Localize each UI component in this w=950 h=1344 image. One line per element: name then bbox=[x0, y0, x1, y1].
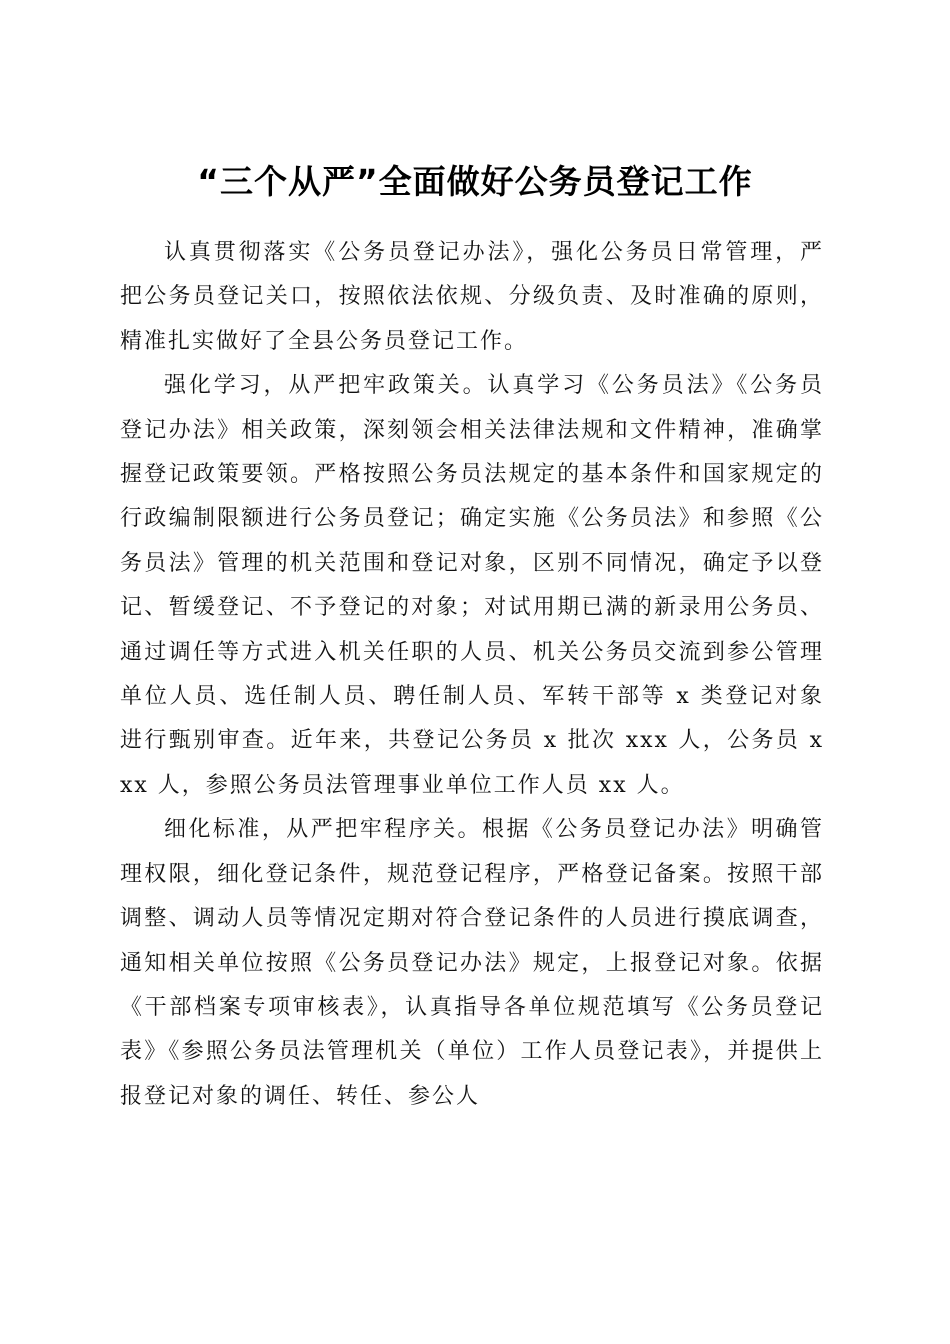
paragraph-study-policy: 强化学习，从严把牢政策关。认真学习《公务员法》《公务员登记办法》相关政策，深刻领会相关法律法规和文件精神，准确掌握登记政策要领。严格按照公务员法规定的基本条件和国家规定的行政编制限额进行公务员登记；确定实施《公务员法》和参照《公务员法》管理的机关范围和登记对象，区别不同情况，确定予以登记、暂缓登记、不予登记的对象；对试用期已满的新录用公务员、通过调任等方式进入机关任职的人员、机关公务员交流到参公管理单位人员、选任制人员、聘任制人员、军转干部等 x 类登记对象进行甄别审查。近年来，共登记公务员 x 批次 xxx 人，公务员 xxx 人，参照公务员法管理事业单位工作人员 xx 人。 bbox=[120, 373, 824, 798]
paragraph-intro: 认真贯彻落实《公务员登记办法》，强化公务员日常管理，严把公务员登记关口，按照依法依规、分级负责、及时准确的原则，精准扎实做好了全县公务员登记工作。 bbox=[120, 240, 824, 354]
document-body bbox=[120, 231, 824, 1119]
document-title: “三个从严”全面做好公务员登记工作 bbox=[197, 162, 753, 202]
paragraph-procedure: 细化标准，从严把牢程序关。根据《公务员登记办法》明确管理权限，细化登记条件，规范登记程序，严格登记备案。按照干部调整、调动人员等情况定期对符合登记条件的人员进行摸底调查，通知相关单位按照《公务员登记办法》规定，上报登记对象。依据《干部档案专项审核表》，认真指导各单位规范填写《公务员登记表》《参照公务员法管理机关（单位）工作人员登记表》，并提供上报登记对象的调任、转任、参公人 bbox=[120, 817, 824, 1109]
